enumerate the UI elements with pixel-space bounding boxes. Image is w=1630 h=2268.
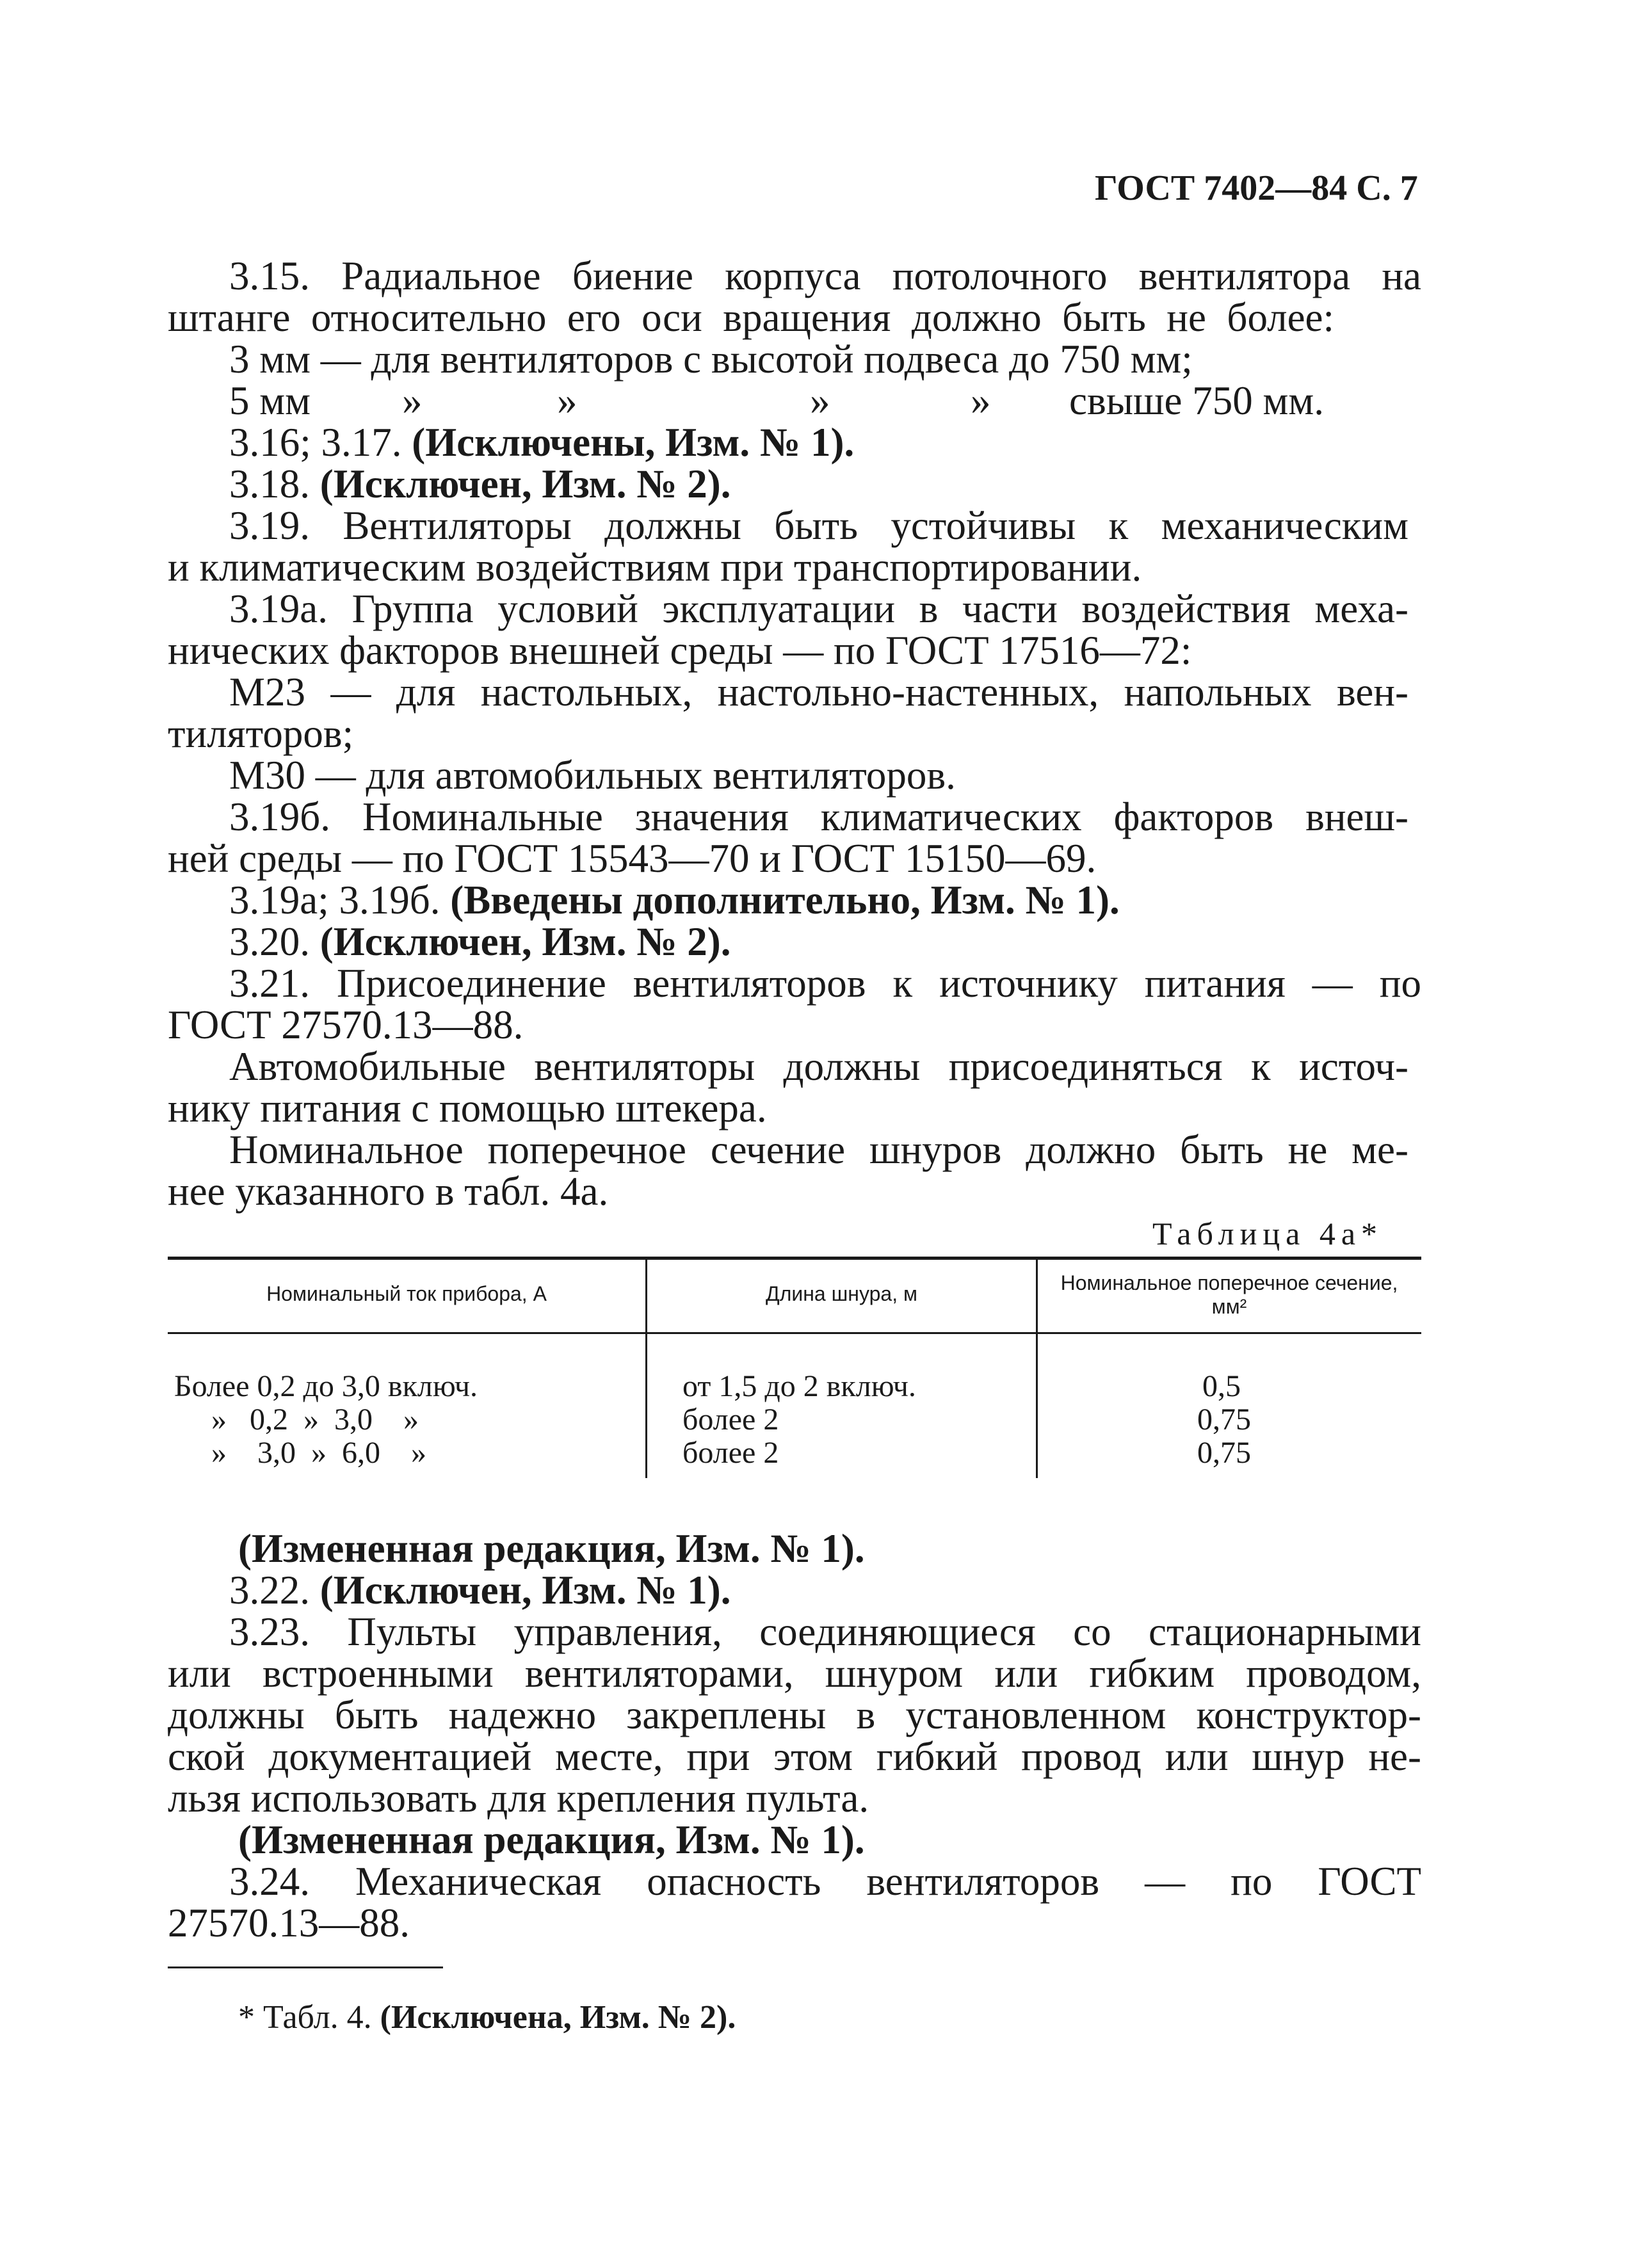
p323-line5: льзя использовать для крепления пульта. bbox=[168, 1776, 869, 1821]
footnote-mark: * Табл. 4. bbox=[238, 1999, 380, 2036]
p323-line2: или встроенными вентиляторами, шнуром или гибким проводом, bbox=[168, 1651, 1421, 1696]
p319a-line4: тиляторов; bbox=[168, 711, 354, 756]
table-cell: 0,5 bbox=[1202, 1369, 1241, 1403]
p319ab bbox=[229, 880, 1120, 921]
p321-line4: нику питания с помощью штекера. bbox=[168, 1086, 767, 1130]
p319b-line1: 3.19б. Номинальные значения климатических факторов внеш- bbox=[229, 794, 1408, 839]
table-top-rule bbox=[168, 1257, 1421, 1260]
ditto-mark: » bbox=[810, 378, 830, 423]
p322 bbox=[229, 1570, 731, 1611]
p319b-line2: ней среды — по ГОСТ 15543—70 и ГОСТ 15150—69. bbox=[168, 836, 1097, 881]
p322-note: (Исключен, Изм. № 1). bbox=[319, 1568, 731, 1613]
p315-line3: 3 мм — для вентиляторов с высотой подвеса до 750 мм; bbox=[229, 337, 1193, 382]
table-cell: » 0,2 » 3,0 » bbox=[211, 1403, 419, 1436]
table-header-length: Длина шнура, м bbox=[766, 1282, 917, 1305]
table-header-rule bbox=[168, 1332, 1421, 1334]
table-cell: 0,75 bbox=[1197, 1436, 1251, 1470]
p319ab-num: 3.19а; 3.19б. bbox=[229, 878, 451, 922]
p321-line2: ГОСТ 27570.13—88. bbox=[168, 1002, 524, 1047]
table-col-divider bbox=[1036, 1259, 1038, 1332]
p324-line2: 27570.13—88. bbox=[168, 1901, 410, 1945]
p319-line2: и климатическим воздействиям при транспортировании. bbox=[168, 545, 1142, 590]
amendment-note: (Измененная редакция, Изм. № 1). bbox=[238, 1526, 865, 1571]
p323-line1: 3.23. Пульты управления, соединяющиеся со стационарными bbox=[229, 1609, 1421, 1654]
table-header-section: Номинальное поперечное сечение, мм² bbox=[1060, 1271, 1398, 1318]
p316-note: (Исключены, Изм. № 1). bbox=[412, 420, 855, 465]
p315-line2: штанге относительно его оси вращения должно быть не более: bbox=[168, 295, 1334, 340]
p318-num: 3.18. bbox=[229, 462, 320, 506]
p321-line1: 3.21. Присоединение вентиляторов к источнику питания — по bbox=[229, 961, 1421, 1006]
p315-line1: 3.15. Радиальное биение корпуса потолочного вентилятора на bbox=[229, 253, 1421, 298]
p319a-line1: 3.19а. Группа условий эксплуатации в части воздействия меха- bbox=[229, 586, 1408, 631]
p321-line5: Номинальное поперечное сечение шнуров должно быть не ме- bbox=[229, 1127, 1408, 1172]
page-header: ГОСТ 7402—84 С. 7 bbox=[1095, 168, 1418, 208]
p316 bbox=[229, 422, 854, 463]
table-cell: » 3,0 » 6,0 » bbox=[211, 1436, 426, 1470]
table-cell: 0,75 bbox=[1197, 1403, 1251, 1436]
ditto-mark: » bbox=[402, 378, 423, 423]
p321-line3: Автомобильные вентиляторы должны присоединяться к источ- bbox=[229, 1044, 1408, 1089]
p323-line4: ской документацией месте, при этом гибкий провод или шнур не- bbox=[168, 1734, 1421, 1779]
table-cell: более 2 bbox=[682, 1436, 779, 1470]
p315-line4-a: 5 мм bbox=[229, 378, 311, 423]
footnote-note: (Исключена, Изм. № 2). bbox=[380, 1999, 736, 2036]
p323-line3: должны быть надежно закреплены в установленном конструктор- bbox=[168, 1693, 1421, 1737]
p318 bbox=[229, 464, 731, 504]
footnote bbox=[238, 1999, 736, 2036]
p320 bbox=[229, 919, 731, 964]
p320-num: 3.20. bbox=[229, 919, 320, 964]
p323-note: (Измененная редакция, Изм. № 1). bbox=[238, 1817, 865, 1862]
p315-line4-tail: свыше 750 мм. bbox=[1069, 378, 1324, 423]
table-header-current: Номинальный ток прибора, А bbox=[266, 1282, 547, 1305]
p319a-line2: нических факторов внешней среды — по ГОСТ 17516—72: bbox=[168, 628, 1192, 673]
p319a-line3: М23 — для настольных, настольно-настенных, напольных вен- bbox=[229, 670, 1408, 714]
p316-num: 3.16; 3.17. bbox=[229, 420, 412, 465]
p320-note: (Исключен, Изм. № 2). bbox=[319, 919, 731, 964]
p318-note: (Исключен, Изм. № 2). bbox=[319, 462, 731, 506]
p324-line1: 3.24. Механическая опасность вентиляторов — по ГОСТ bbox=[229, 1859, 1421, 1904]
table-caption: Таблица 4а* bbox=[1152, 1216, 1384, 1251]
p319a-line5: М30 — для автомобильных вентиляторов. bbox=[229, 753, 956, 798]
table-cell: более 2 bbox=[682, 1403, 779, 1436]
ditto-mark: » bbox=[971, 378, 991, 423]
table-col-divider bbox=[1036, 1334, 1038, 1478]
p321-line6: нее указанного в табл. 4а. bbox=[168, 1169, 609, 1214]
table-cell: от 1,5 до 2 включ. bbox=[682, 1369, 916, 1403]
ditto-mark: » bbox=[557, 378, 577, 423]
table-col-divider bbox=[645, 1334, 647, 1478]
table-cell: Более 0,2 до 3,0 включ. bbox=[174, 1369, 478, 1403]
footnote-rule bbox=[168, 1966, 443, 1968]
p322-num: 3.22. bbox=[229, 1568, 320, 1613]
p319-line1: 3.19. Вентиляторы должны быть устойчивы к механическим bbox=[229, 503, 1408, 548]
p319ab-note: (Введены дополнительно, Изм. № 1). bbox=[450, 878, 1120, 922]
